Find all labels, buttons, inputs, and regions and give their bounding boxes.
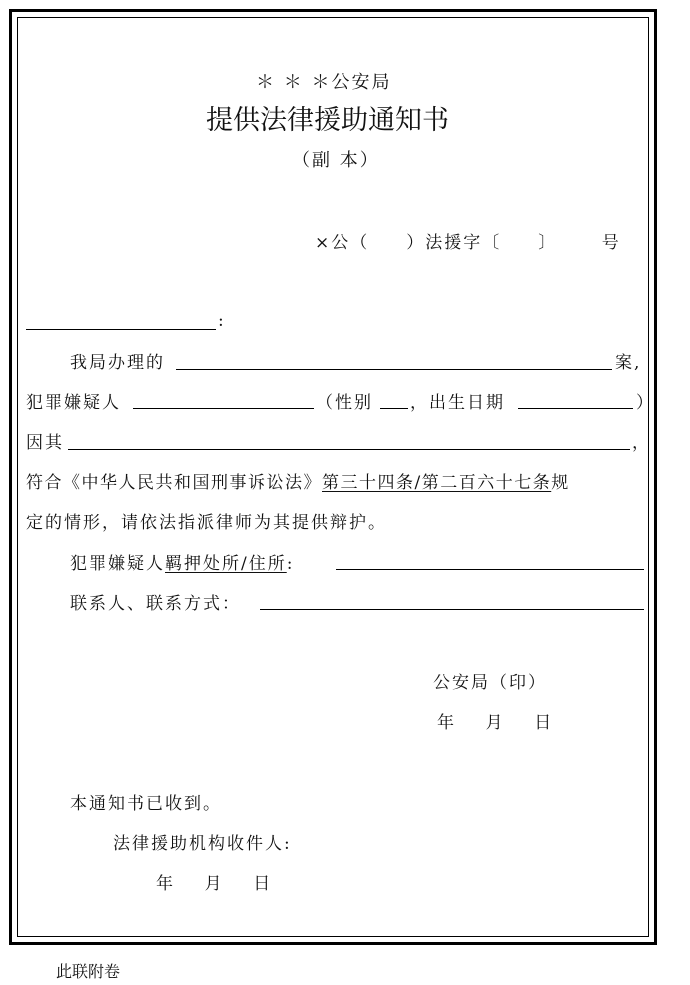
custody-location-blank[interactable]: [336, 569, 644, 570]
receipt-date: 年 月 日: [156, 874, 273, 894]
custody-label-prefix: 犯罪嫌疑人: [70, 554, 165, 574]
gender-label: （性别: [316, 393, 373, 413]
contact-label: 联系人、联系方式：: [70, 594, 241, 614]
law-reference-tail: 规: [551, 473, 570, 493]
reason-blank[interactable]: [68, 449, 630, 450]
recipient-blank[interactable]: [26, 329, 216, 330]
request-sentence: 定的情形，请依法指派律师为其提供辩护。: [26, 513, 387, 533]
close-paren: ）: [636, 393, 653, 413]
suspect-name-blank[interactable]: [133, 408, 314, 409]
document-number: ×公（ ）法援字〔 〕 号: [315, 233, 621, 253]
receipt-statement: 本通知书已收到。: [70, 794, 222, 814]
receiver-label: 法律援助机构收件人:: [113, 834, 292, 854]
reason-suffix: ，: [632, 433, 649, 453]
copy-label: （副 本）: [292, 150, 380, 171]
police-stamp-label: 公安局（印）: [433, 673, 547, 693]
law-articles: 第三十四条/第二百六十七条: [322, 473, 552, 493]
law-reference-text: 符合《中华人民共和国刑事诉讼法》: [26, 473, 322, 493]
issue-date: 年 月 日: [437, 713, 554, 733]
custody-label: [70, 549, 294, 574]
birthdate-blank[interactable]: [518, 408, 633, 409]
case-suffix: 案,: [615, 353, 642, 373]
document-title: 提供法律援助通知书: [206, 105, 449, 136]
birthdate-label: ，出生日期: [410, 393, 505, 413]
contact-blank[interactable]: [260, 609, 644, 610]
law-reference-line: [26, 468, 570, 493]
custody-label-colon: :: [286, 554, 295, 574]
case-prefix: 我局办理的: [70, 353, 165, 373]
suspect-label: 犯罪嫌疑人: [26, 393, 121, 413]
agency-name: ＊ ＊ ＊公安局: [256, 72, 392, 93]
recipient-colon: :: [218, 311, 224, 331]
case-name-blank[interactable]: [176, 369, 612, 370]
gender-blank[interactable]: [380, 408, 408, 409]
file-copy-note: 此联附卷: [56, 962, 121, 981]
reason-prefix: 因其: [26, 433, 64, 453]
custody-location-label: 羁押处所/住所: [165, 554, 287, 574]
